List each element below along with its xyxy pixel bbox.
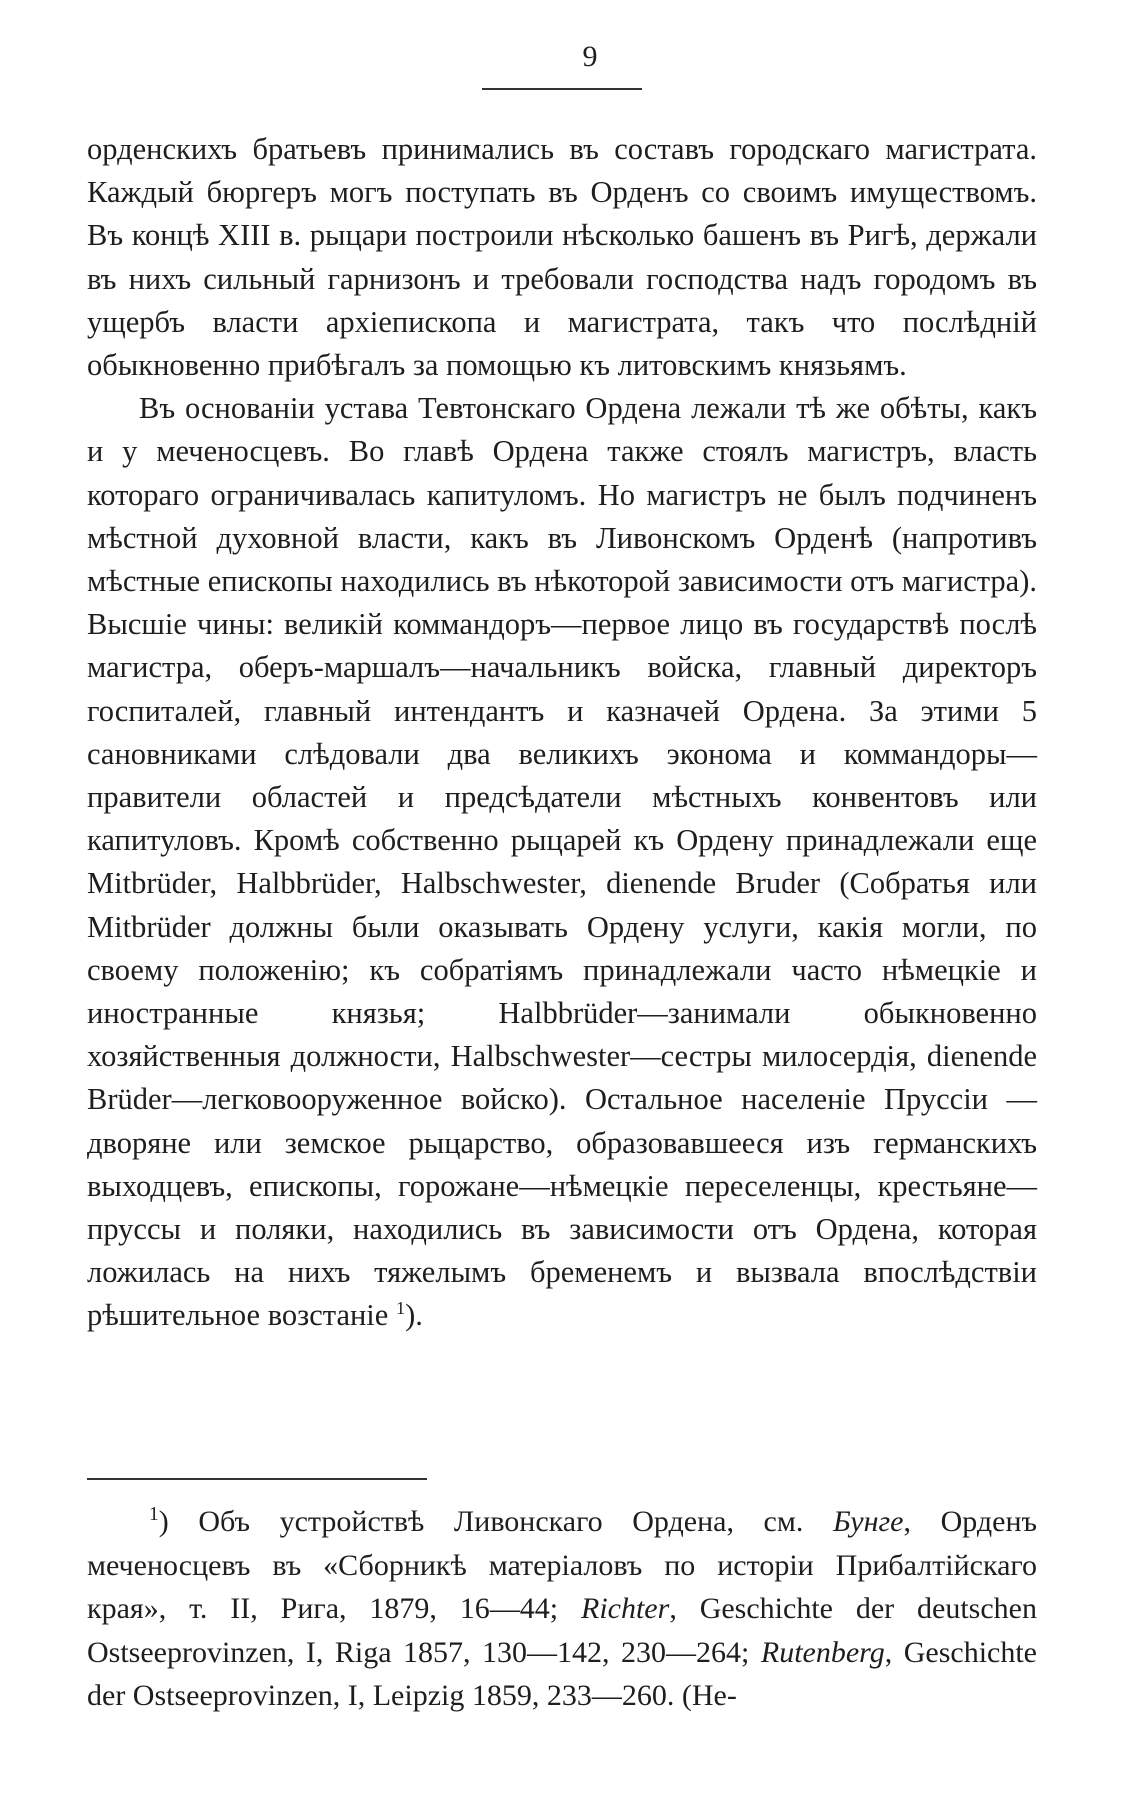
footnote-separator <box>87 1478 427 1480</box>
page-number: 9 <box>582 40 598 73</box>
footnote-reference[interactable]: 1 <box>395 1298 406 1319</box>
footnote-author-richter: Richter <box>581 1592 670 1625</box>
footnote-text-3: , Geschichte der deutschen Ostseeprovinzen, I, Riga 1857, 130—142, 230—264; <box>87 1592 1037 1669</box>
page-number-rule <box>482 88 642 90</box>
footnote-author-rutenberg: Rutenberg <box>760 1635 885 1669</box>
footnote <box>87 1500 1037 1718</box>
footnote-text-4: , Geschichte der Ostseeprovinzen, I, Leipzig 1859, 233—260. (He- <box>87 1635 1037 1712</box>
paragraph-2 <box>87 387 1037 1337</box>
footnote-text-2: , Орденъ меченосцевъ въ «Сборникѣ матеріаловъ по исторіи Прибалтійскаго края», т. II, Рига, 1879, 16—44; <box>87 1505 1038 1625</box>
paragraph-2-end: ). <box>405 1298 423 1333</box>
footnote-author-bunge: Бунге <box>832 1505 904 1538</box>
footnote-text-1: ) Объ устройствѣ Ливонскаго Ордена, см. <box>158 1505 833 1538</box>
paragraph-2-text: Въ основаніи устава Тевтонскаго Ордена лежали тѣ же обѣты, какъ и у меченосцевъ. Во главѣ Ордена также стоялъ магистръ, власть котораго ограничивалась капитуломъ. Но магистръ не былъ подчиненъ мѣстной духовной власти, какъ въ Ливонскомъ Орденѣ (напротивъ мѣстные епископы находились въ нѣкоторой зависимости отъ магистра). Высшіе чины: великій коммандоръ—первое лицо въ государствѣ послѣ магистра, оберъ-маршалъ—начальникъ войска, главный директоръ госпиталей, главный интендантъ и казначей Ордена. За этими 5 сановниками слѣдовали два великихъ эконома и коммандоры—правители областей и предсѣдатели мѣстныхъ конвентовъ или капитуловъ. Кромѣ собственно рыцарей къ Ордену принадлежали еще Mitbrüder, Halbbrüder, Halbschwester, dienende Bruder (Собратья или Mitbrüder должны были оказывать Ордену услуги, какія могли, по своему положенію; къ собратіямъ принадлежали часто нѣмецкіе и иностранные князья; Halbbrüder—занимали обыкновенно хозяйственныя должности, Halbschwester—сестры милосердія, dienende Brüder—легковооруженное войско). Остальное населеніе Пруссіи — дворяне или земское рыцарство, образовавшееся изъ германскихъ выходцевъ, епископы, горожане—нѣмецкіе переселенцы, крестьяне—пруссы и поляки, находились въ зависимости отъ Ордена, которая ложилась на нихъ тяжелымъ бременемъ и вызвала впослѣдствіи рѣшительное возстаніе <box>87 391 1037 1333</box>
main-text <box>87 128 1037 1338</box>
footnote-marker: 1 <box>149 1504 159 1525</box>
paragraph-1: орденскихъ братьевъ принимались въ составъ городскаго магистрата. Каждый бюргеръ могъ поступать въ Орденъ со своимъ имуществомъ. Въ концѣ XIII в. рыцари построили нѣсколько башенъ въ Ригѣ, держали въ нихъ сильный гарнизонъ и требовали господства надъ городомъ въ ущербъ власти архіепископа и магистрата, такъ что послѣдній обыкновенно прибѣгалъ за помощью къ литовскимъ князьямъ. <box>87 132 1037 383</box>
